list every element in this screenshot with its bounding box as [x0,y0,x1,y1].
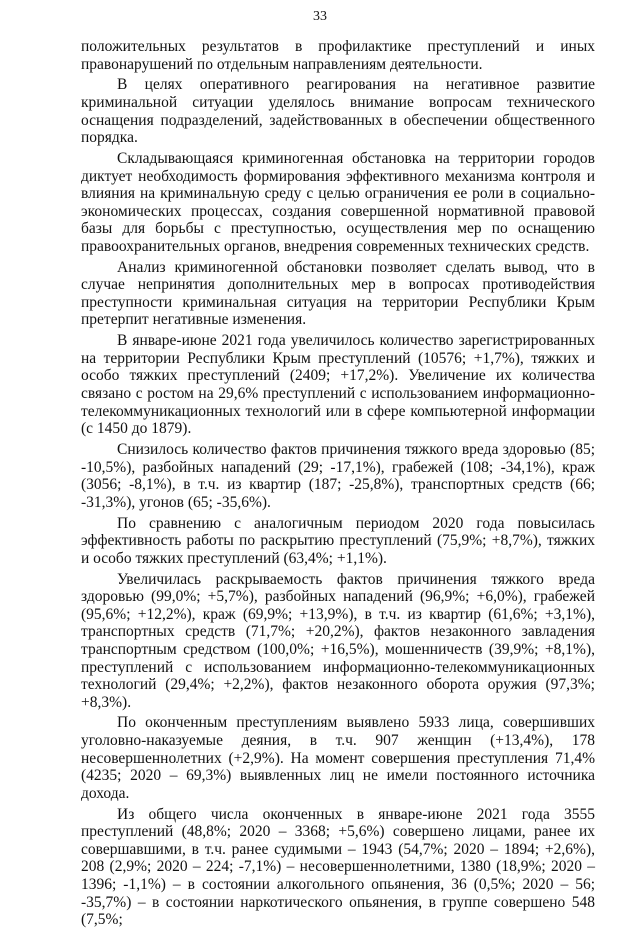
paragraph: В январе-июне 2021 года увеличилось количество зарегистрированных на территории Республики Крым преступлений (10576; +1,7%), тяжких и особо тяжких преступлений (2409; +17,2%). Увеличение их количества связано с ростом на 29,6% преступлений с использованием информационно-телекоммуникационных технологий или в сфере компьютерной информации (с 1450 до 1879). [81,332,595,438]
paragraph: Складывающаяся криминогенная обстановка на территории городов диктует необходимость формирования эффективного механизма контроля и влияния на криминальную среду с целью ограничения ее роли в социально-экономических процессах, создания совершенной нормативной правовой базы для борьбы с преступностью, осуществления мер по оснащению правоохранительных органов, внедрения современных технических средств. [81,149,595,255]
paragraph: По сравнению с аналогичным периодом 2020 года повысилась эффективность работы по раскрытию преступлений (75,9%; +8,7%), тяжких и особо тяжких преступлений (63,4%; +1,1%). [81,514,595,567]
paragraph: положительных результатов в профилактике преступлений и иных правонарушений по отдельным направлениям деятельности. [81,38,595,73]
page-number: 33 [313,9,327,24]
paragraph: Анализ криминогенной обстановки позволяет сделать вывод, что в случае непринятия дополнительных мер в вопросах противодействия преступности криминальная ситуация на территории Республики Крым претерпит негативные изменения. [81,258,595,329]
paragraph: Снизилось количество фактов причинения тяжкого вреда здоровью (85; -10,5%), разбойных нападений (29; -17,1%), грабежей (108; -34,1%), краж (3056; -8,1%), в т.ч. из квартир (187; -25,8%), транспортных средств (66; -31,3%), угонов (65; -35,6%). [81,441,595,511]
paragraph: Увеличилась раскрываемость фактов причинения тяжкого вреда здоровью (99,0%; +5,7%), разбойных нападений (96,9%; +6,0%), грабежей (95,6%; +12,2%), краж (69,9%; +13,9%), в т.ч. из квартир (61,6%; +3,1%), транспортных средств (71,7%; +20,2%), фактов незаконного завладения транспортным средством (100,0%; +16,5%), мошенничеств (39,9%; +8,1%), преступлений с использованием информационно-телекоммуникационных технологий (29,4%; +2,2%), фактов незаконного оборота оружия (97,3%; +8,3%). [81,570,595,711]
paragraph: В целях оперативного реагирования на негативное развитие криминальной ситуации уделялось внимание вопросам технического оснащения подразделений, задействованных в обеспечении общественного порядка. [81,76,595,147]
document-body [81,38,595,932]
paragraph: По оконченным преступлениям выявлено 5933 лица, совершивших уголовно-наказуемые деяния, в т.ч. 907 женщин (+13,4%), 178 несовершеннолетних (+2,9%). На момент совершения преступления 71,4% (4235; 2020 – 69,3%) выявленных лиц не имели постоянного источника дохода. [81,714,595,802]
paragraph: Из общего числа оконченных в январе-июне 2021 года 3555 преступлений (48,8%; 2020 – 3368; +5,6%) совершено лицами, ранее их совершавшими, в т.ч. ранее судимыми – 1943 (54,7%; 2020 – 1894; +2,6%), 208 (2,9%; 2020 – 224; -7,1%) – несовершеннолетними, 1380 (18,9%; 2020 – 1396; -1,1%) – в состоянии алкогольного опьянения, 36 (0,5%; 2020 – 56; -35,7%) – в состоянии наркотического опьянения, в группе совершено 548 (7,5%; [81,805,595,929]
